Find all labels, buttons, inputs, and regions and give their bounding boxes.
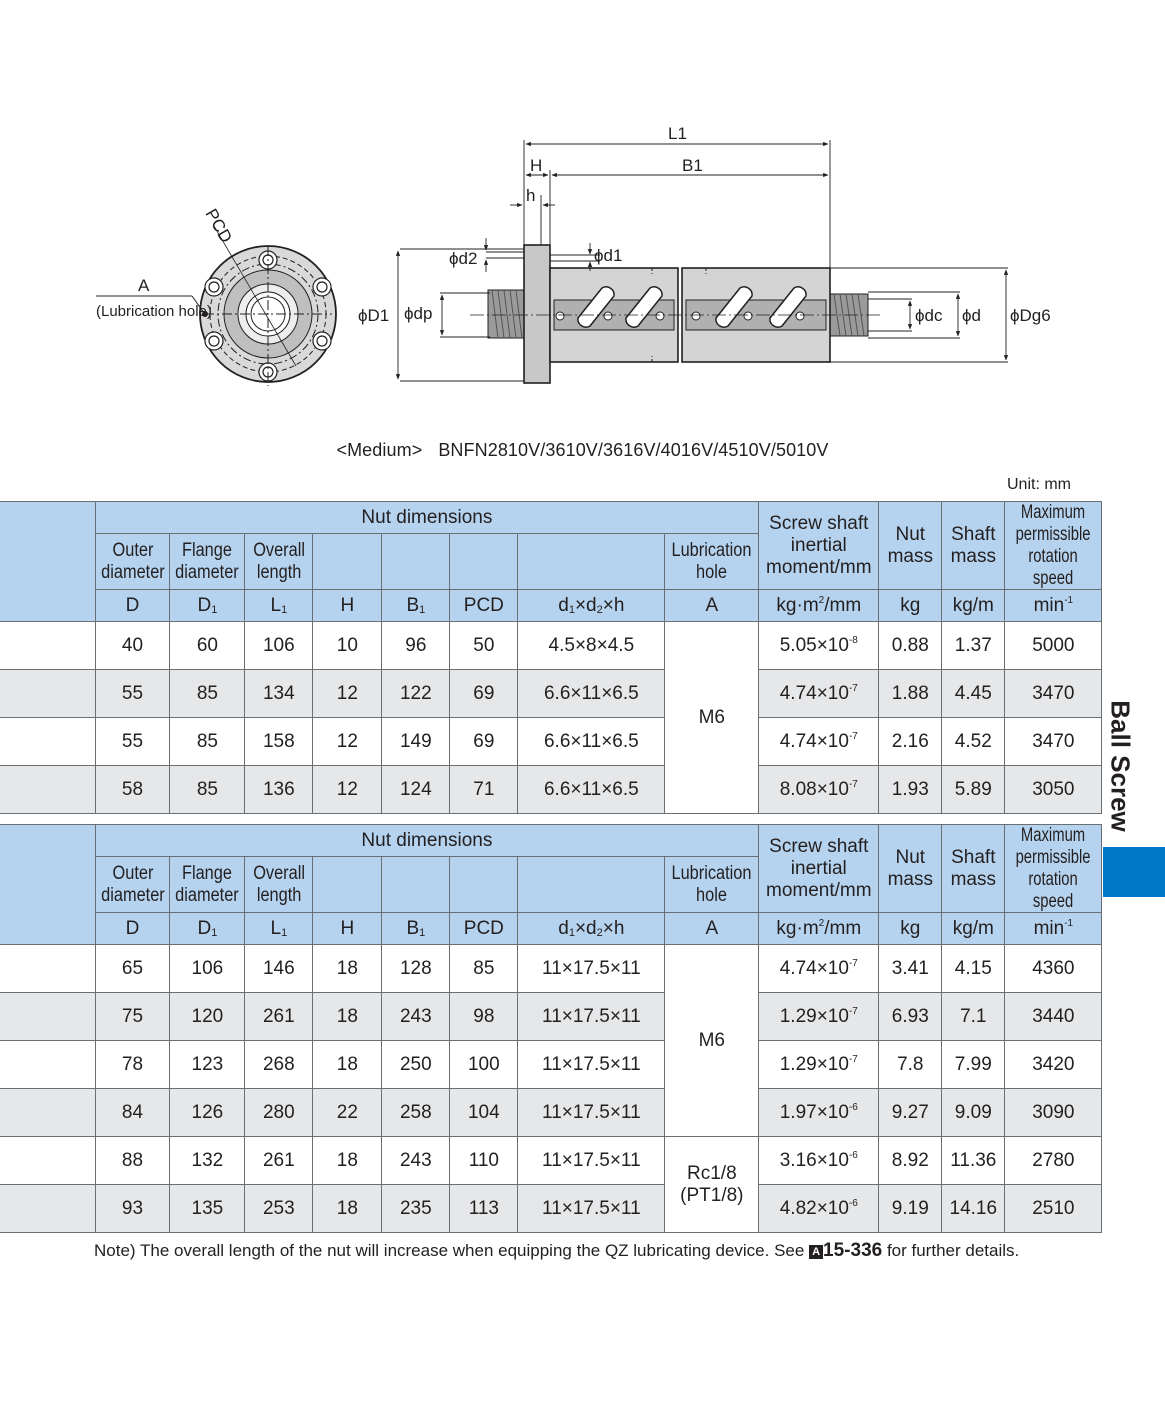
cell-shaft-mass: 7.99 (942, 1041, 1005, 1089)
label-H: H (530, 156, 543, 175)
cell-dims: 11×17.5×11 (518, 1089, 665, 1137)
pcd-blank (450, 857, 518, 913)
cell-d1: 85 (170, 718, 245, 766)
cell-shaft-mass: 14.16 (942, 1185, 1005, 1233)
sym-PCD: PCD (450, 590, 518, 622)
label-D1: ϕD1 (358, 306, 390, 325)
inertia-mantissa: 1.29×10 (779, 1005, 849, 1027)
pcd-blank (450, 534, 518, 590)
b1-blank (382, 857, 450, 913)
cell-inertia (759, 1041, 879, 1089)
cell-b1: 96 (382, 622, 450, 670)
inertia-exponent: -6 (848, 1149, 858, 1161)
cell-nut-mass: 2.16 (879, 718, 942, 766)
cell-inertia (759, 718, 879, 766)
nut-dimensions-header: Nut dimensions (95, 502, 759, 534)
label-PCD: PCD (201, 205, 236, 247)
nut-mass-header: Nut mass (879, 502, 942, 590)
b1-blank (382, 534, 450, 590)
sym-dims: $d_1\times d_2\times h$ (518, 913, 665, 945)
cell-b1: 149 (382, 718, 450, 766)
cell-d: 88 (95, 1137, 170, 1185)
cell-nut-mass: 6.93 (879, 993, 942, 1041)
row-label-cell (0, 622, 95, 670)
dims-blank (518, 534, 665, 590)
row-label-cell (0, 1041, 95, 1089)
shaft-mass-header: Shaft mass (942, 502, 1005, 590)
cell-speed: 5000 (1005, 622, 1102, 670)
sym-B1: $B_1$ (382, 913, 450, 945)
cell-nut-mass: 1.88 (879, 670, 942, 718)
cell-b1: 235 (382, 1185, 450, 1233)
cell-nut-mass: 1.93 (879, 766, 942, 814)
cell-d1: 135 (170, 1185, 245, 1233)
cell-l1: 253 (245, 1185, 313, 1233)
page-ref-icon: A (809, 1245, 823, 1259)
cell-pcd: 113 (450, 1185, 518, 1233)
cell-speed: 3050 (1005, 766, 1102, 814)
cell-b1: 250 (382, 1041, 450, 1089)
cell-d1: 123 (170, 1041, 245, 1089)
ball-screw-nut-drawing (0, 0, 1165, 440)
label-L1: L1 (668, 124, 687, 143)
cell-b1: 258 (382, 1089, 450, 1137)
unit-inertia: $kg\cdot m^2/mm$ (759, 590, 879, 622)
label-h: h (526, 186, 536, 205)
inertia-exponent: -8 (848, 634, 858, 646)
cell-d: 58 (95, 766, 170, 814)
cell-pcd: 100 (450, 1041, 518, 1089)
label-d: ϕd (962, 306, 981, 325)
cell-speed: 3090 (1005, 1089, 1102, 1137)
cell-d: 55 (95, 718, 170, 766)
sym-L1: $L_1$ (245, 913, 313, 945)
h-blank (313, 857, 382, 913)
inertia-header: Screw shaft inertial moment/mm (759, 502, 879, 590)
label-dp: ϕdp (404, 304, 433, 323)
shaft-mass-header: Shaft mass (942, 825, 1005, 913)
cell-pcd: 85 (450, 945, 518, 993)
inertia-mantissa: 1.29×10 (779, 1053, 849, 1075)
cell-b1: 122 (382, 670, 450, 718)
cell-shaft-mass: 5.89 (942, 766, 1005, 814)
table-row (0, 622, 1102, 670)
cell-nut-mass: 8.92 (879, 1137, 942, 1185)
lubrication-hole-value: Rc1/8 (687, 1163, 737, 1185)
cell-speed: 3470 (1005, 670, 1102, 718)
table-row (0, 718, 1102, 766)
cell-speed: 2780 (1005, 1137, 1102, 1185)
cell-inertia (759, 622, 879, 670)
cell-dims: 11×17.5×11 (518, 1185, 665, 1233)
cell-dims: 6.6×11×6.5 (518, 766, 665, 814)
cell-b1: 128 (382, 945, 450, 993)
unit-shaft-mass: kg/m (942, 590, 1005, 622)
outer-diameter-header: Outer diameter (95, 857, 170, 913)
series-subtitle (0, 440, 1165, 461)
unit-shaft-mass: kg/m (942, 913, 1005, 945)
cell-h: 18 (313, 993, 382, 1041)
cell-speed: 3440 (1005, 993, 1102, 1041)
cell-d1: 106 (170, 945, 245, 993)
cell-nut-mass: 9.19 (879, 1185, 942, 1233)
series-models: BNFN2810V/3610V/3616V/4016V/4510V/5010V (438, 440, 829, 460)
inertia-mantissa: 5.05×10 (779, 634, 849, 656)
cell-d1: 120 (170, 993, 245, 1041)
cell-h: 10 (313, 622, 382, 670)
cell-pcd: 71 (450, 766, 518, 814)
unit-nut-mass: kg (879, 913, 942, 945)
cell-dims: 11×17.5×11 (518, 993, 665, 1041)
cell-shaft-mass: 1.37 (942, 622, 1005, 670)
inertia-mantissa: 1.97×10 (779, 1101, 849, 1123)
cell-d1: 85 (170, 670, 245, 718)
label-dc: ϕdc (915, 306, 943, 325)
inertia-exponent: -7 (848, 778, 858, 790)
outer-diameter-header: Outer diameter (95, 534, 170, 590)
cell-l1: 106 (245, 622, 313, 670)
table-row (0, 993, 1102, 1041)
row-label-cell (0, 1137, 95, 1185)
overall-length-header: Overall length (245, 534, 313, 590)
cell-shaft-mass: 9.09 (942, 1089, 1005, 1137)
cell-inertia (759, 1137, 879, 1185)
cell-h: 18 (313, 1137, 382, 1185)
inertia-mantissa: 3.16×10 (779, 1149, 849, 1171)
cell-d: 93 (95, 1185, 170, 1233)
lubrication-hole-value: M6 (698, 706, 726, 728)
cell-h: 12 (313, 670, 382, 718)
cell-d: 75 (95, 993, 170, 1041)
inertia-exponent: -6 (848, 1197, 858, 1209)
sidebar-section-title: Ball Screw (1105, 700, 1136, 832)
spec-table-2 (0, 824, 1102, 1233)
table-row (0, 945, 1102, 993)
cell-shaft-mass: 4.15 (942, 945, 1005, 993)
row-label-cell (0, 718, 95, 766)
cell-d1: 85 (170, 766, 245, 814)
inertia-exponent: -7 (848, 957, 858, 969)
cell-speed: 4360 (1005, 945, 1102, 993)
cell-l1: 268 (245, 1041, 313, 1089)
cell-pcd: 110 (450, 1137, 518, 1185)
cell-inertia (759, 766, 879, 814)
unit-speed: $\min^{-1}$ (1005, 913, 1102, 945)
flange-diameter-header: Flange diameter (170, 534, 245, 590)
cell-shaft-mass: 7.1 (942, 993, 1005, 1041)
sym-dims: $d_1\times d_2\times h$ (518, 590, 665, 622)
inertia-mantissa: 4.74×10 (779, 682, 849, 704)
nut-side-view (470, 245, 880, 383)
cell-inertia (759, 1089, 879, 1137)
cell-pcd: 104 (450, 1089, 518, 1137)
row-label-header (0, 502, 95, 622)
inertia-mantissa: 4.74×10 (779, 957, 849, 979)
cell-speed: 3420 (1005, 1041, 1102, 1089)
lubrication-hole-value: (PT1/8) (680, 1184, 744, 1206)
inertia-exponent: -7 (848, 1005, 858, 1017)
sym-L1: $L_1$ (245, 590, 313, 622)
footnote: Note) The overall length of the nut will increase when equipping the QZ lubricating device. See A 15-336 for further details. (94, 1240, 1020, 1261)
cell-h: 12 (313, 718, 382, 766)
cell-l1: 261 (245, 993, 313, 1041)
cell-dims: 6.6×11×6.5 (518, 718, 665, 766)
cell-d: 65 (95, 945, 170, 993)
cell-b1: 124 (382, 766, 450, 814)
cell-l1: 280 (245, 1089, 313, 1137)
cell-inertia (759, 945, 879, 993)
cell-inertia (759, 993, 879, 1041)
unit-label: Unit: mm (1007, 476, 1071, 493)
unit-nut-mass: kg (879, 590, 942, 622)
nut-dimensions-header: Nut dimensions (95, 825, 759, 857)
sym-B1: $B_1$ (382, 590, 450, 622)
cell-d1: 132 (170, 1137, 245, 1185)
row-label-header (0, 825, 95, 945)
cell-lubrication-hole (665, 945, 759, 1137)
label-Dg6: ϕDg6 (1010, 306, 1051, 325)
cell-pcd: 50 (450, 622, 518, 670)
cell-h: 18 (313, 945, 382, 993)
lubrication-hole-value: M6 (698, 1029, 726, 1051)
sym-D1: $D_1$ (170, 590, 245, 622)
row-label-cell (0, 1089, 95, 1137)
cell-shaft-mass: 4.52 (942, 718, 1005, 766)
inertia-exponent: -6 (848, 1101, 858, 1113)
cell-speed: 2510 (1005, 1185, 1102, 1233)
cell-d: 55 (95, 670, 170, 718)
cell-d: 78 (95, 1041, 170, 1089)
row-label-cell (0, 1185, 95, 1233)
cell-pcd: 69 (450, 670, 518, 718)
inertia-exponent: -7 (848, 1053, 858, 1065)
nut-mass-header: Nut mass (879, 825, 942, 913)
h-blank (313, 534, 382, 590)
cell-l1: 261 (245, 1137, 313, 1185)
cell-nut-mass: 0.88 (879, 622, 942, 670)
table-row (0, 1137, 1102, 1185)
sym-A: A (665, 590, 759, 622)
cell-dims: 6.6×11×6.5 (518, 670, 665, 718)
sym-H: H (313, 590, 382, 622)
label-d2: ϕd2 (449, 249, 478, 268)
sidebar-section-tab[interactable] (1103, 847, 1165, 897)
sym-D: D (95, 590, 170, 622)
sym-A: A (665, 913, 759, 945)
cell-d: 84 (95, 1089, 170, 1137)
sym-D: D (95, 913, 170, 945)
cell-shaft-mass: 11.36 (942, 1137, 1005, 1185)
label-d1: ϕd1 (594, 246, 623, 265)
cell-h: 12 (313, 766, 382, 814)
cell-dims: 11×17.5×11 (518, 1041, 665, 1089)
row-label-cell (0, 993, 95, 1041)
table-row (0, 1185, 1102, 1233)
cell-nut-mass: 7.8 (879, 1041, 942, 1089)
cell-h: 18 (313, 1041, 382, 1089)
inertia-mantissa: 4.82×10 (779, 1197, 849, 1219)
sym-H: H (313, 913, 382, 945)
lubrication-hole-header: Lubrication hole (665, 857, 759, 913)
cell-b1: 243 (382, 993, 450, 1041)
page-reference-link[interactable]: 15-336 (823, 1240, 883, 1261)
label-A: A (138, 276, 150, 295)
label-B1: B1 (682, 156, 703, 175)
cell-lubrication-hole (665, 622, 759, 814)
inertia-header: Screw shaft inertial moment/mm (759, 825, 879, 913)
dims-blank (518, 857, 665, 913)
table-row (0, 670, 1102, 718)
unit-speed: $\min^{-1}$ (1005, 590, 1102, 622)
inertia-mantissa: 8.08×10 (779, 778, 849, 800)
inertia-mantissa: 4.74×10 (779, 730, 849, 752)
unit-inertia: $kg\cdot m^2/mm$ (759, 913, 879, 945)
cell-inertia (759, 670, 879, 718)
cell-l1: 136 (245, 766, 313, 814)
series-type: <Medium> (336, 440, 423, 460)
table-row (0, 1089, 1102, 1137)
cell-d1: 60 (170, 622, 245, 670)
spec-table-1 (0, 501, 1102, 814)
flange-diameter-header: Flange diameter (170, 857, 245, 913)
cell-d1: 126 (170, 1089, 245, 1137)
cell-nut-mass: 9.27 (879, 1089, 942, 1137)
row-label-cell (0, 945, 95, 993)
cell-h: 18 (313, 1185, 382, 1233)
table-row (0, 1041, 1102, 1089)
inertia-exponent: -7 (848, 730, 858, 742)
sym-D1: $D_1$ (170, 913, 245, 945)
inertia-exponent: -7 (848, 682, 858, 694)
table-row (0, 766, 1102, 814)
cell-dims: 4.5×8×4.5 (518, 622, 665, 670)
cell-l1: 146 (245, 945, 313, 993)
cell-nut-mass: 3.41 (879, 945, 942, 993)
row-label-cell (0, 766, 95, 814)
cell-dims: 11×17.5×11 (518, 1137, 665, 1185)
cell-speed: 3470 (1005, 718, 1102, 766)
cell-d: 40 (95, 622, 170, 670)
cell-dims: 11×17.5×11 (518, 945, 665, 993)
cell-l1: 134 (245, 670, 313, 718)
cell-inertia (759, 1185, 879, 1233)
sym-PCD: PCD (450, 913, 518, 945)
overall-length-header: Overall length (245, 857, 313, 913)
cell-lubrication-hole (665, 1137, 759, 1233)
lubrication-hole-header: Lubrication hole (665, 534, 759, 590)
cell-shaft-mass: 4.45 (942, 670, 1005, 718)
cell-b1: 243 (382, 1137, 450, 1185)
row-label-cell (0, 670, 95, 718)
speed-header: Maximum permissible rotation speed (1005, 825, 1102, 913)
speed-header: Maximum permissible rotation speed (1005, 502, 1102, 590)
cell-h: 22 (313, 1089, 382, 1137)
cell-l1: 158 (245, 718, 313, 766)
cell-pcd: 69 (450, 718, 518, 766)
cell-pcd: 98 (450, 993, 518, 1041)
label-lubrication-hole: (Lubrication hole) (96, 303, 212, 320)
